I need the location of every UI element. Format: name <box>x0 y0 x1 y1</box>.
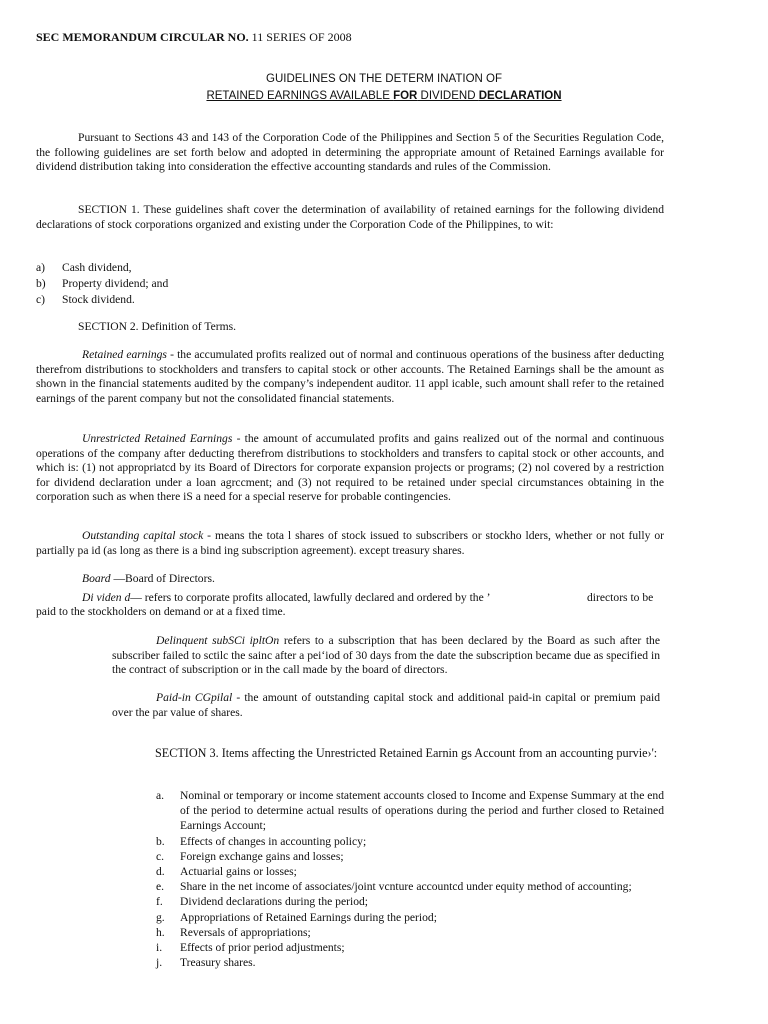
section3-heading: SECTION 3. Items affecting the Unrestricted Retained Earnin gs Account from an accounting purvie›': <box>155 746 658 760</box>
list-item: a. Nominal or temporary or income statement accounts closed to Income and Expense Summary at the end of the period to determine actual results of operations during the period and further closed to Retained Earnings Account; <box>156 789 664 833</box>
list-item: c. Foreign exchange gains and losses; <box>156 849 344 863</box>
definition-dividend-line1-end: directors to be <box>587 591 654 604</box>
definition-unrestricted-retained-earnings: Unrestricted Retained Earnings - the amount of accumulated profits and gains realized out of the normal and continuous operations of the company after deducting therefrom distributions to stockholders and transfers to capital stock or other accounts, and which is: (1) not appropriatcd by its Board of Directors for corporate expansion projects or programs; (2) nol covered by a restriction for dividend declaration under a loan agrccment; and (3) not required to be retained under special circumstances obtaining in the corporation such as when there iS a need for a special reserve for probable contingencies. <box>36 432 664 504</box>
definition-retained-earnings: Retained earnings - the accumulated profits realized out of normal and continuous operations of the business after deducting therefrom distributions to stockholders and transfers to capital stock or other accounts. The Retained Earnings shall be the amount as shown in the financial statements audited by the company’s independent auditor. 11 appl icable, such amount shall refer to the retained earnings of the parent company but not the consolidated financial statements. <box>36 348 665 405</box>
dividend-types-list <box>36 260 168 308</box>
list-item: h. Reversals of appropriations; <box>156 925 311 939</box>
definition-outstanding-capital-stock: Outstanding capital stock - means the tota l shares of stock issued to subscribers or stockho lders, whether or not fully or partially pa id (as long as there is a bind ing subscription agreement). except treasury shares. <box>36 529 664 557</box>
circular-number: SEC MEMORANDUM CIRCULAR NO. 11 SERIES OF 2008 <box>36 30 352 44</box>
list-item: d. Actuarial gains or losses; <box>156 865 297 879</box>
list-item: g. Appropriations of Retained Earnings during the period; <box>156 910 437 924</box>
list-item: e. Share in the net income of associates/joint vcnture accountcd under equity method of accounting; <box>156 880 632 894</box>
document-title-line1: GUIDELINES ON THE DETERM INATION OF <box>266 73 502 85</box>
document-title-line2: RETAINED EARNINGS AVAILABLE FOR DIVIDEND DECLARATION <box>206 90 562 102</box>
list-item: j. Treasury shares. <box>156 956 256 970</box>
definition-dividend-line2: paid to the stockholders on demand or at a fixed time. <box>36 605 286 618</box>
list-item: b. Effects of changes in accounting policy; <box>156 834 367 848</box>
definition-dividend-line1: Di viden d— refers to corporate profits allocated, lawfully declared and ordered by the ’ <box>82 591 491 604</box>
list-item: c) Stock dividend. <box>36 293 135 306</box>
section2-heading: SECTION 2. Definition of Terms. <box>78 320 237 333</box>
list-item: f. Dividend declarations during the period; <box>156 895 369 909</box>
intro-paragraph: Pursuant to Sections 43 and 143 of the Corporation Code of the Philippines and Section 5 of the Securities Regulation Code, the following guidelines are set forth below and adopted in determining the appropriate amount of Retained Earnings available for dividend distribution taking into consideration the effective accounting standards and rules of the Commission. <box>36 131 664 174</box>
definition-board: Board —Board of Directors. <box>82 572 215 585</box>
list-item: a) Cash dividend, <box>36 261 132 274</box>
definition-paid-in-capital: Paid-in CGpilal - the amount of outstanding capital stock and additional paid-in capital or premium paid over the par value of shares. <box>112 691 660 719</box>
definition-delinquent-subscription: Delinquent subSCi ipltOn refers to a subscription that has been declared by the Board as such after the subscriber failed to sctilc the sainc after a pei‘iod of 30 days from the date the subscription became due as specified in the contract of subscription or in the call made by the board of directors. <box>112 634 660 677</box>
list-item: b) Property dividend; and <box>36 277 169 290</box>
section1-paragraph: SECTION 1. These guidelines shaft cover the determination of availability of retained earnings for the following dividend declarations of stock corporations organized and existing under the Corporation Code of the Philippines, to wit: <box>36 203 664 231</box>
list-item: i. Effects of prior period adjustments; <box>156 941 345 955</box>
section3-items-list <box>156 788 664 970</box>
